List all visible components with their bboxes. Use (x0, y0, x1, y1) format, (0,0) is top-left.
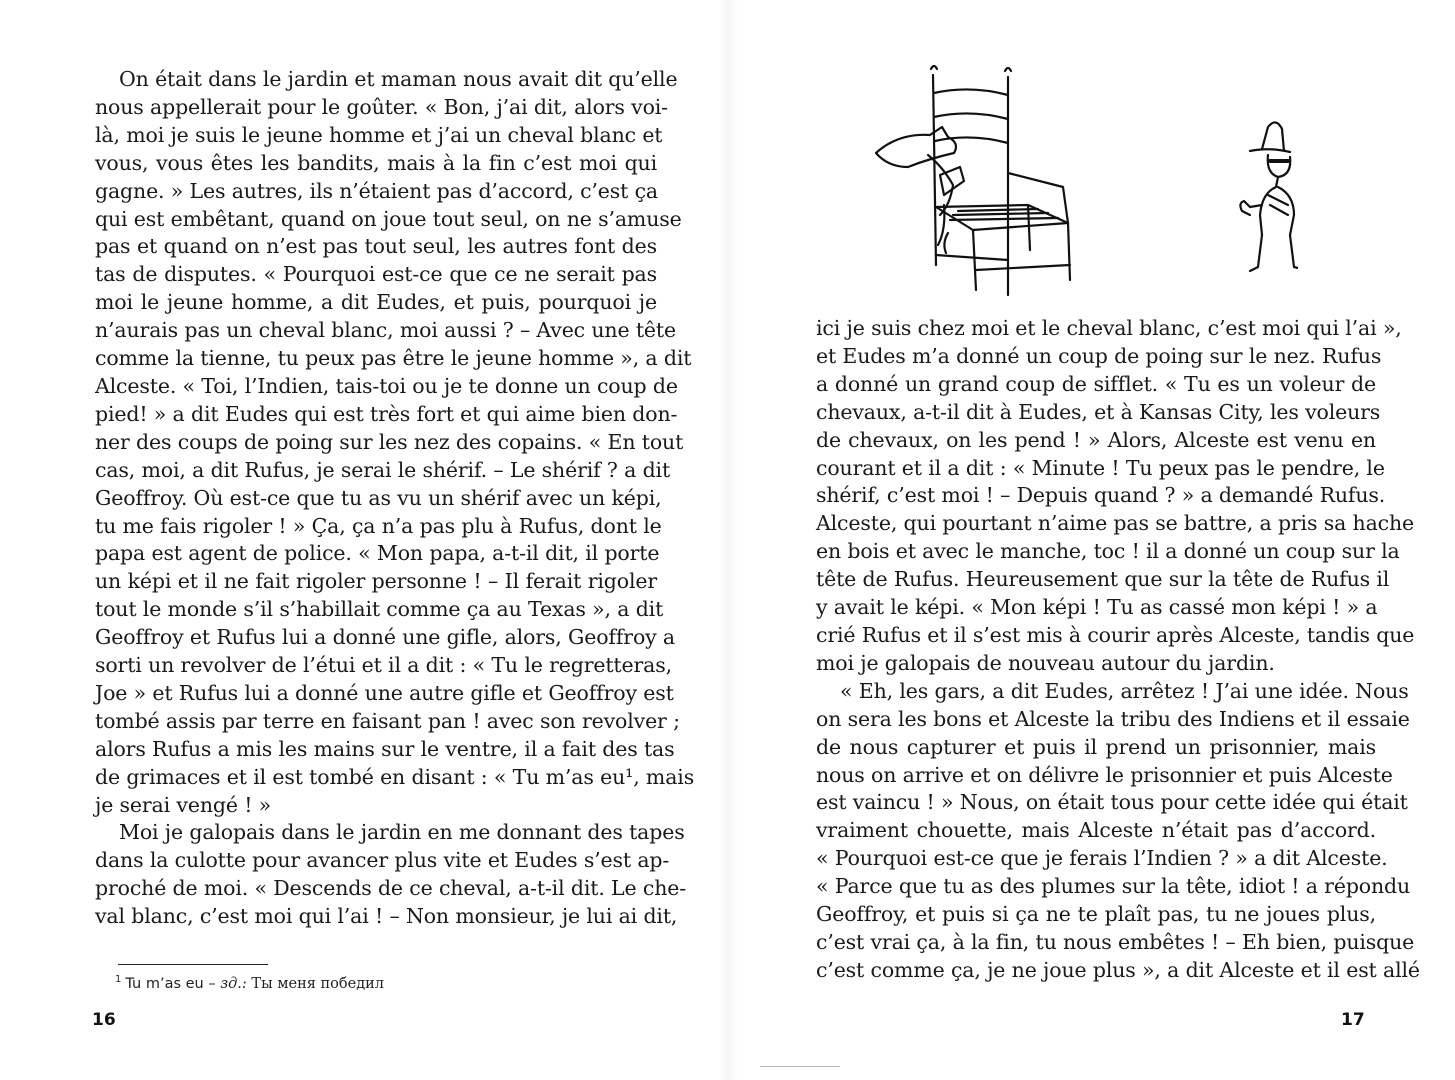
text-line: nous appellerait pour le goûter. « Bon, j’ai dit, alors voi- (95, 94, 668, 119)
footnote (115, 974, 384, 992)
text-line: ici je suis chez moi et le cheval blanc, c’est moi qui l’ai », (816, 316, 1402, 340)
text-line: chevaux, a-t-il dit à Eudes, et à Kansas City, les voleurs (816, 399, 1381, 424)
scan-mark (760, 1066, 840, 1067)
text-line: proché de moi. « Descends de ce cheval, a-t-il dit. Le che- (95, 876, 687, 901)
text-line: on sera les bons et Alceste la tribu des Indiens et il essaie (816, 706, 1410, 731)
text-line: Geoffroy. Où est-ce que tu as vu un shérif avec un képi, (95, 485, 662, 510)
left-page (0, 0, 727, 1080)
footnote-number: 1 (115, 974, 122, 985)
text-line: Moi je galopais dans le jardin en me donnant des tapes (119, 820, 685, 845)
text-line: de grimaces et il est tombé en disant : « Tu m’as eu¹, mais (95, 764, 695, 789)
text-line: n’aurais pas un cheval blanc, moi aussi ? – Avec une tête (95, 318, 676, 343)
text-line: en bois et avec le manche, toc ! il a donné un coup sur la (816, 539, 1400, 564)
text-line: moi je galopais de nouveau autour du jardin. (816, 650, 1275, 675)
text-line: alors Rufus a mis les mains sur le ventre, il a fait des tas (95, 736, 675, 761)
text-line: « Pourquoi est-ce que je ferais l’Indien ? » a dit Alceste. (816, 846, 1388, 871)
text-line: gagne. » Les autres, ils n’étaient pas d’accord, c’est ça (95, 178, 658, 203)
text-line: je serai vengé ! » (95, 792, 272, 817)
text-line: pied! » a dit Eudes qui est très fort et qui aime bien don- (95, 401, 678, 426)
text-line: de nous capturer et puis il prend un prisonnier, mais (816, 734, 1376, 759)
text-line: pas et quand on n’est pas tout seul, les autres font des (95, 234, 657, 259)
text-line: c’est comme ça, je ne joue plus », a dit Alceste et il est allé (816, 957, 1420, 982)
page-number-left: 16 (92, 1010, 116, 1030)
text-line: ner des coups de poing sur les nez des copains. « En tout (95, 429, 684, 454)
text-line: shérif, c’est moi ! – Depuis quand ? » a demandé Rufus. (816, 483, 1386, 508)
text-line: a donné un grand coup de sifflet. « Tu es un voleur de (816, 371, 1376, 396)
text-line: On était dans le jardin et maman nous avait dit qu’elle (119, 67, 678, 91)
footnote-dash: – (203, 975, 221, 992)
text-line: Alceste. « Toi, l’Indien, tais-toi ou je te donne un coup de (95, 373, 678, 398)
text-line: c’est vrai ça, à la fin, tu nous embêtes ! – Eh bien, puisque (816, 929, 1415, 954)
cowboy-chair-illustration (858, 55, 1298, 305)
text-line: Geoffroy et Rufus lui a donné une gifle, alors, Geoffroy a (95, 625, 676, 650)
text-line: tas de disputes. « Pourquoi est-ce que ce ne serait pas (95, 262, 657, 287)
right-page (728, 0, 1455, 1080)
text-line: de chevaux, on les pend ! » Alors, Alceste est venu en (816, 427, 1376, 452)
text-line: vous, vous êtes les bandits, mais à la fin c’est moi qui (95, 150, 657, 175)
page-number-right: 17 (1341, 1010, 1365, 1030)
text-line: tout le monde s’il s’habillait comme ça au Texas », a dit (95, 597, 664, 622)
text-line: tombé assis par terre en faisant pan ! avec son revolver ; (95, 708, 680, 733)
footnote-abbr: зд.: (220, 975, 247, 992)
text-line: nous on arrive et on délivre le prisonnier et puis Alceste (816, 762, 1393, 787)
footnote-rule (118, 964, 268, 965)
text-line: Alceste, qui pourtant n’aime pas se battre, a pris sa hache (816, 511, 1415, 536)
text-line: dans la culotte pour avancer plus vite et Eudes s’est ap- (95, 848, 670, 873)
text-line: courant et il a dit : « Minute ! Tu peux pas le pendre, le (816, 455, 1385, 480)
text-line: vraiment chouette, mais Alceste n’était pas d’accord. (816, 818, 1376, 843)
text-line: là, moi je suis le jeune homme et j’ai un cheval blanc et (95, 122, 663, 147)
text-line: qui est embêtant, quand on joue tout seul, on ne s’amuse (95, 206, 682, 231)
left-page-text (95, 66, 695, 931)
text-line: « Parce que tu as des plumes sur la tête, idiot ! a répondu (816, 874, 1411, 899)
footnote-term: Tu m’as eu (125, 975, 204, 992)
text-line: y avait le képi. « Mon képi ! Tu as cassé mon képi ! » a (816, 595, 1378, 620)
text-line: sorti un revolver de l’étui et il a dit : « Tu le regretteras, (95, 653, 672, 678)
text-line: Geoffroy, et puis si ça ne te plaît pas, tu ne joues plus, (816, 902, 1376, 927)
text-line: Joe » et Rufus lui a donné une autre gifle et Geoffroy est (95, 680, 674, 705)
text-line: et Eudes m’a donné un coup de poing sur le nez. Rufus (816, 343, 1382, 368)
text-line: un képi et il ne fait rigoler personne ! – Il ferait rigoler (95, 569, 657, 594)
text-line: moi le jeune homme, a dit Eudes, et puis, pourquoi je (95, 290, 657, 315)
footnote-translation: Ты меня победил (246, 975, 385, 992)
text-line: tu me fais rigoler ! » Ça, ça n’a pas plu à Rufus, dont le (95, 513, 662, 538)
text-line: est vaincu ! » Nous, on était tous pour cette idée qui était (816, 790, 1408, 815)
text-line: papa est agent de police. « Mon papa, a-t-il dit, il porte (95, 541, 660, 566)
text-line: cas, moi, a dit Rufus, je serai le shérif. – Le shérif ? a dit (95, 457, 671, 482)
text-line: « Eh, les gars, a dit Eudes, arrêtez ! J’ai une idée. Nous (840, 678, 1409, 703)
text-line: tête de Rufus. Heureusement que sur la tête de Rufus il (816, 567, 1390, 592)
text-line: crié Rufus et il s’est mis à courir après Alceste, tandis que (816, 622, 1415, 647)
text-line: val blanc, c’est moi qui l’ai ! – Non monsieur, je lui ai dit, (95, 904, 678, 929)
text-line: comme la tienne, tu peux pas être le jeune homme », a dit (95, 346, 692, 371)
right-page-text (816, 315, 1420, 985)
